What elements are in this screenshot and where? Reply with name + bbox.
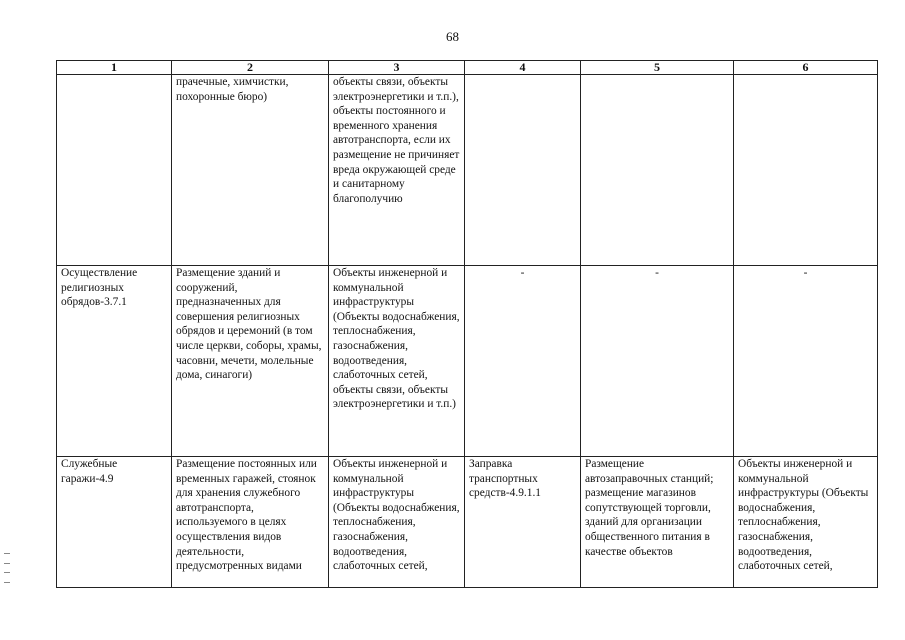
table-cell: объекты связи, объекты электроэнергетики и т.п.), объекты постоянного и временного хранения автотранспорта, если их размещение не причиняет вреда окружающей среде и санитарному благополучию xyxy=(329,75,465,266)
column-header-4: 4 xyxy=(465,61,581,75)
table-cell xyxy=(465,75,581,266)
column-header-2: 2 xyxy=(172,61,329,75)
table-cell xyxy=(57,75,172,266)
column-header-5: 5 xyxy=(581,61,734,75)
page-number: 68 xyxy=(446,29,459,44)
column-header-3: 3 xyxy=(329,61,465,75)
margin-mark xyxy=(4,553,10,583)
table-cell: Объекты инженерной и коммунальной инфраструктуры (Объекты водоснабжения, теплоснабжения, газоснабжения, водоотведения, слаботочных сетей, объекты связи, объекты электроэнергетики и т.п.) xyxy=(329,266,465,457)
table-row xyxy=(57,75,878,266)
table-row xyxy=(57,266,878,457)
column-header-6: 6 xyxy=(734,61,878,75)
table-cell: Заправка транспортных средств-4.9.1.1 xyxy=(465,457,581,588)
table-cell: прачечные, химчистки, похоронные бюро) xyxy=(172,75,329,266)
table-cell: Осуществление религиозных обрядов-3.7.1 xyxy=(57,266,172,457)
column-header-1: 1 xyxy=(57,61,172,75)
land-use-table xyxy=(56,60,878,588)
table-cell: Размещение автозаправочных станций; размещение магазинов сопутствующей торговли, зданий для организации общественного питания в качестве объектов xyxy=(581,457,734,588)
table-cell xyxy=(734,75,878,266)
table-cell: Служебные гаражи-4.9 xyxy=(57,457,172,588)
table-cell: - xyxy=(734,266,878,457)
table-cell: Объекты инженерной и коммунальной инфраструктуры (Объекты водоснабжения, теплоснабжения, газоснабжения, водоотведения, слаботочных сетей, xyxy=(734,457,878,588)
table-cell: - xyxy=(465,266,581,457)
table-cell: - xyxy=(581,266,734,457)
table-cell xyxy=(581,75,734,266)
table-header-row xyxy=(57,61,878,75)
table-cell: Размещение зданий и сооружений, предназначенных для совершения религиозных обрядов и церемоний (в том числе церкви, соборы, храмы, часовни, мечети, молельные дома, синагоги) xyxy=(172,266,329,457)
table-cell: Размещение постоянных или временных гаражей, стоянок для хранения служебного автотранспорта, используемого в целях осуществления видов деятельности, предусмотренных видами xyxy=(172,457,329,588)
table-cell: Объекты инженерной и коммунальной инфраструктуры (Объекты водоснабжения, теплоснабжения, газоснабжения, водоотведения, слаботочных сетей, xyxy=(329,457,465,588)
table-row xyxy=(57,457,878,588)
